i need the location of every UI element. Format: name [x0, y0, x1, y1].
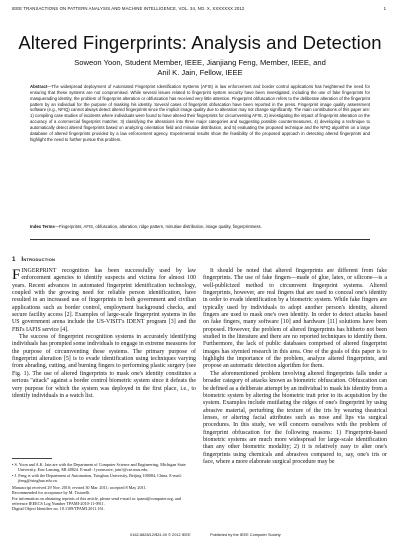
index-terms	[30, 224, 370, 230]
intro-paragraph-1	[12, 268, 196, 334]
footnote-received: Manuscript received 29 Nov. 2010; revised 30 Mar. 2011; accepted 8 May 2011.	[12, 485, 147, 491]
right-paragraph-1: It should be noted that altered fingerprints are different from fake fingerprints. The use of fake fingers—made of glue, latex, or silicone—is a well-publicized method to circumvent fingerprint systems. Altered fingerprints, however, are real fingers that are used to conceal one's identity in order to evade identification by a biometric system. While fake fingers are typically used by individuals to adopt another person's identity, altered fingers are used to mask one's own identity. In order to detect attacks based on fake fingers, many software [10] and hardware [11] solutions have been proposed. However, the problem of altered fingerprints has hitherto not been studied in the literature and there are no reported techniques to identify them. Furthermore, the lack of public databases comprised of altered fingerprint images has stymied research in this area. One of the goals of this paper is to highlight the importance of the problem, analyze altered fingerprints, and propose an automatic detection algorithm for them.	[203, 268, 387, 370]
page-number: 1	[383, 6, 386, 11]
left-column	[12, 268, 196, 400]
index-terms-label: Index Terms	[30, 224, 55, 229]
intro-paragraph-1-text: INGERPRINT recognition has been successfully used by law enforcement agencies to identify suspects and victims for almost 100 years. Recent advances in automated fingerprint identification technology, coupled with the growing need for reliable person identification, have resulted in an increased use of fingerprints in both government and civilian applications such as border control, employment background checks, and secure facility access [2]. Examples of large-scale fingerprint systems in the US government arena include the US-VISIT's IDENT program [3] and the FBI's IAFIS service [4].	[12, 268, 196, 333]
abstract-divider	[30, 239, 370, 240]
footnote-divider	[12, 458, 52, 459]
footnote-recommended: Recommended for acceptance by M. Tistarelli.	[12, 490, 91, 496]
footnote-doi: Digital Object Identifier no. 10.1109/TPAMI.2011.161.	[12, 506, 105, 512]
footnote-affiliation-1: • S. Yoon and A.K. Jain are with the Department of Computer Science and Engineering, Michigan State University, East Lansing, MI 48824. E-mail: {yoonsowe, jain}@cse.msu.edu.	[12, 462, 186, 473]
authors-line-2: Anil K. Jain, Fellow, IEEE	[157, 68, 243, 77]
drop-cap: F	[12, 267, 21, 283]
footnote-affiliation-2: • J. Feng is with the Department of Automation, Tsinghua University, Beijing 100084, China. E-mail: jfeng@tsinghua.edu.cn.	[12, 472, 182, 483]
abstract-label: Abstract	[30, 84, 48, 89]
index-terms-text: —Fingerprints, AFIS, obfuscation, alteration, ridge pattern, minutiae distribution, image quality, fingerprintness.	[54, 224, 262, 229]
authors-line-1: Soweon Yoon, Student Member, IEEE, Jianjiang Feng, Member, IEEE, and	[74, 58, 326, 67]
abstract	[30, 84, 370, 142]
footer-issn: 0162-8828/12/$31.00 © 2012 IEEE	[130, 532, 191, 537]
right-paragraph-2: The aforementioned problem involving altered fingerprints falls under a broader category of attacks known as biometric obfuscation. Obfuscation can be defined as a deliberate attempt by an individual to mask his identity from a biometric system by altering the biometric trait prior to its acquisition by the system. Examples include mutilating the ridges of one's fingerprint by using abrasive material, perturbing the texture of the iris by wearing theatrical lenses, or altering facial attributes such as nose and lips via surgical procedures. In this study, we will concern ourselves with the problem of fingerprint obfuscation for the following reasons: 1) Fingerprint-based biometric systems are much more widespread for large-scale identification than any other biometric modality; 2) it is relatively easy to alter one's fingerprints using chemicals and abrasives compared to, say, one's iris or face, where a more elaborate surgical procedure may be	[203, 370, 387, 465]
intro-paragraph-2: The success of fingerprint recognition systems in accurately identifying individuals has prompted some individuals to engage in extreme measures for the purpose of circumventing these systems. The primary purpose of fingerprint alteration [5] is to evade identification using techniques varying from abrading, cutting, and burning fingers to performing plastic surgery (see Fig. 1). The use of altered fingerprints to mask one's identity constitutes a serious "attack" against a border control biometric system since it defeats the very purpose for which the system was deployed in the first place, i.e., to identify individuals in a watch list.	[12, 334, 196, 399]
footer-publisher: Published by the IEEE Computer Society	[210, 532, 281, 537]
footnotes	[12, 462, 196, 512]
section-number: 1	[12, 256, 16, 263]
running-header: IEEE TRANSACTIONS ON PATTERN ANALYSIS AND MACHINE INTELLIGENCE, VOL. 34, NO. X, XXXXXXX 2012	[12, 6, 245, 11]
abstract-text: —The widespread deployment of Automated Fingerprint Identification Systems (AFIS) in law enforcement and border control applications has heightened the need for ensuring that these systems are not compromised. While several issues related to fingerprint system security have been investigated, including the use of fake fingerprints for masquerading identity, the problem of fingerprint alteration or obfuscation has received very little attention. Fingerprint obfuscation refers to the deliberate alteration of the fingerprint pattern by an individual for the purpose of masking his identity. Several cases of fingerprint obfuscation have been reported in the press. Fingerprint image quality assessment software (e.g., NFIQ) cannot always detect altered fingerprints since the implicit image quality due to alteration may not change significantly. The main contributions of this paper are: 1) compiling case studies of incidents where individuals were found to have altered their fingerprints for circumventing AFIS, 2) investigating the impact of fingerprint alteration on the accuracy of a commercial fingerprint matcher, 3) classifying the alterations into three major categories and suggesting possible countermeasures, 4) developing a technique to automatically detect altered fingerprints based on analyzing orientation field and minutiae distribution, and 5) evaluating the proposed technique and the NFIQ algorithm on a large database of altered fingerprints provided by a law enforcement agency. Experimental results show the feasibility of the proposed approach in detecting altered fingerprints and highlight the need to further pursue this problem.	[30, 84, 370, 142]
section-title: Introduction	[21, 256, 56, 263]
section-heading	[12, 256, 55, 263]
footnote-reprints: For information on obtaining reprints of this article, please send e-mail to: tpami@computer.org, and reference IEEECS Log Number TPAMI-2010-11-0911.	[12, 495, 181, 507]
right-column	[203, 268, 387, 466]
paper-title: Altered Fingerprints: Analysis and Detection	[18, 32, 382, 53]
